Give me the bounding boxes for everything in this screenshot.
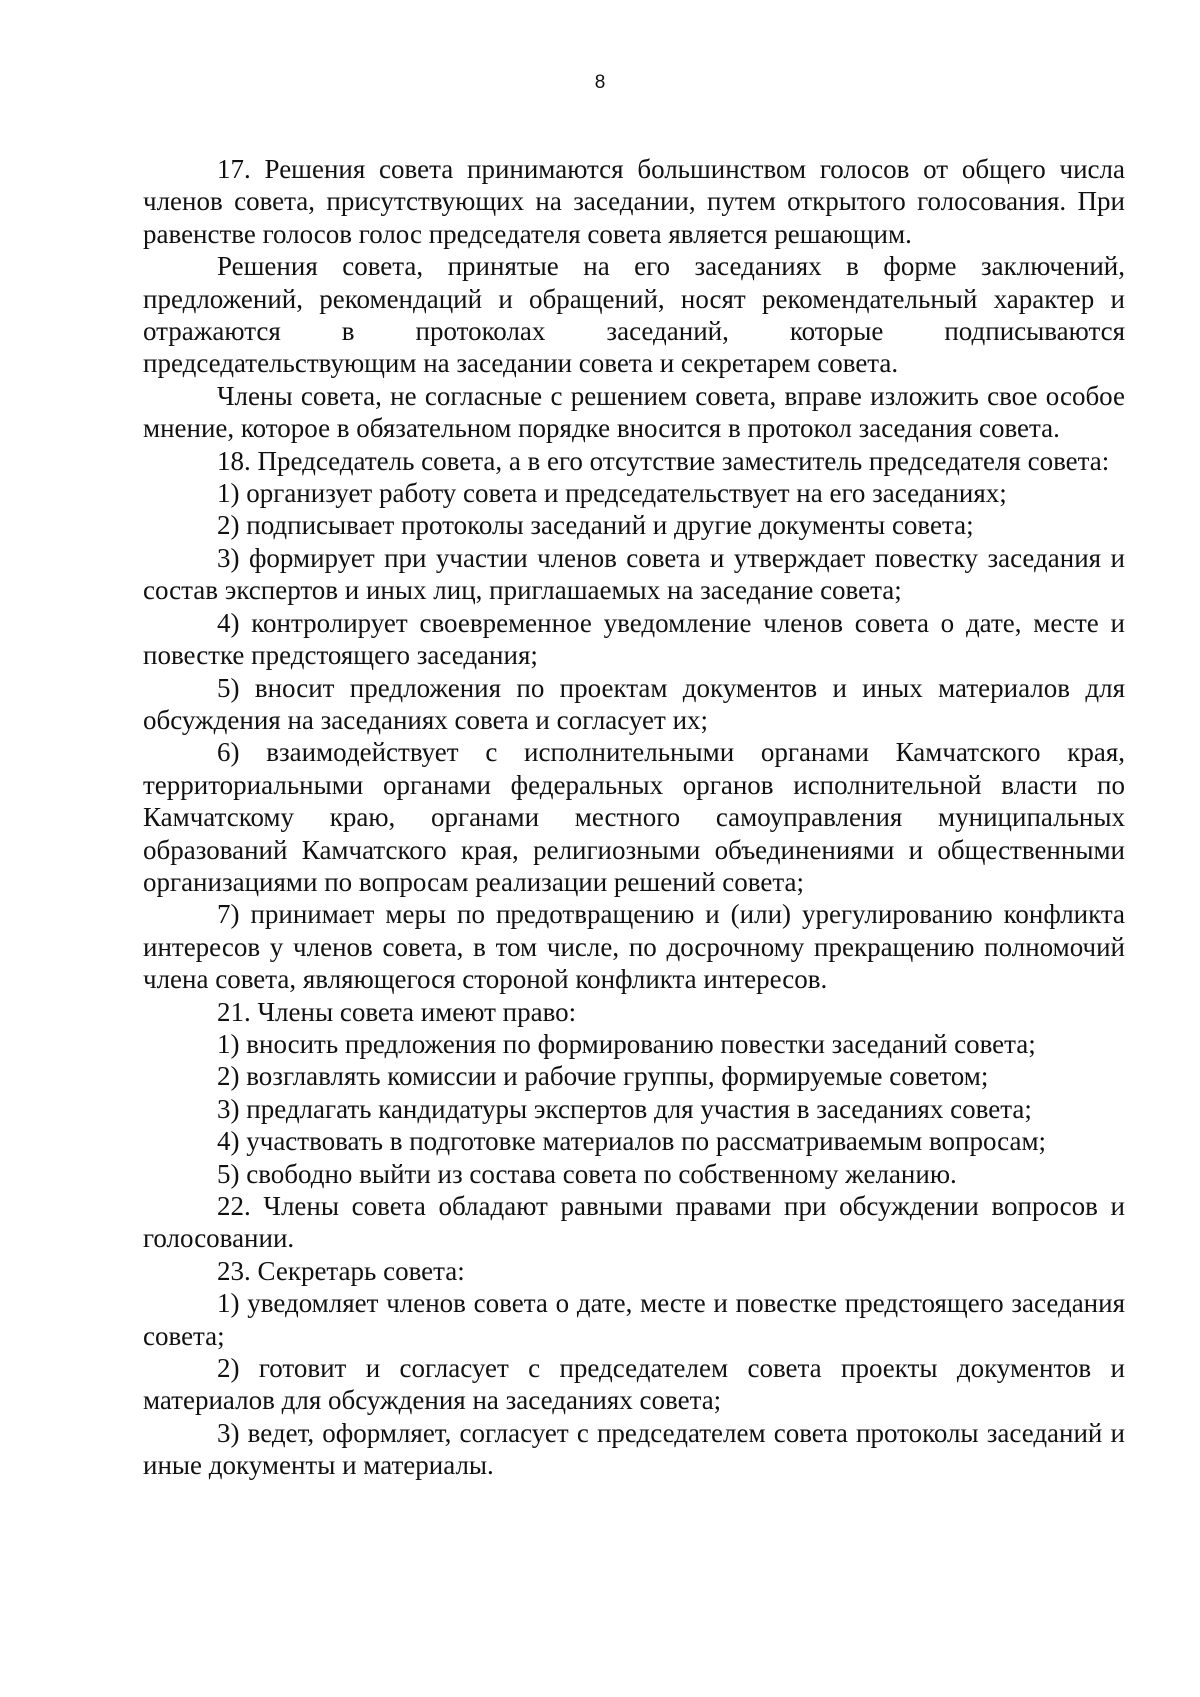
page-number: 8: [594, 72, 606, 93]
list-item: 5) свободно выйти из состава совета по собственному желанию.: [217, 1158, 957, 1189]
paragraph-21-member-rights: 21. Члены совета имеют право:: [217, 996, 577, 1027]
list-item: 3) ведет, оформляет, согласует с председателем совета протоколы заседаний и иные документы и материалы.: [143, 1417, 1125, 1481]
paragraph-decisions-form: Решения совета, принятые на его заседаниях в форме заключений, предложений, рекомендаций и обращений, носят рекомендательный характер и отражаются в протоколах заседаний, которые подписываются председательствующим на заседании совета и секретарем совета.: [143, 251, 1125, 379]
list-item: 2) возглавлять комиссии и рабочие группы, формируемые советом;: [217, 1061, 989, 1092]
paragraph-23-secretary: 23. Секретарь совета:: [217, 1255, 465, 1286]
list-item: 1) вносить предложения по формированию повестки заседаний совета;: [217, 1028, 1036, 1059]
paragraph-22-equal-rights: 22. Члены совета обладают равными правами при обсуждении вопросов и голосовании.: [143, 1191, 1125, 1254]
paragraph-dissenting-opinion: Члены совета, не согласные с решением совета, вправе изложить свое особое мнение, которое в обязательном порядке вносится в протокол заседания совета.: [143, 380, 1125, 444]
list-item: 1) уведомляет членов совета о дате, месте и повестке предстоящего заседания совета;: [143, 1288, 1125, 1351]
list-item: 4) участвовать в подготовке материалов по рассматриваемым вопросам;: [217, 1126, 1047, 1157]
list-item: 1) организует работу совета и председательствует на его заседаниях;: [217, 478, 1007, 509]
list-item: 5) вносит предложения по проектам документов и иных материалов для обсуждения на заседаниях совета и согласует их;: [143, 672, 1125, 735]
list-item: 7) принимает меры по предотвращению и (или) урегулированию конфликта интересов у членов совета, в том числе, по досрочному прекращению полномочий члена совета, являющегося стороной конфликта интересов.: [143, 899, 1125, 995]
list-item: 2) подписывает протоколы заседаний и другие документы совета;: [217, 510, 974, 541]
paragraph-18-chairman: 18. Председатель совета, а в его отсутствие заместитель председателя совета:: [217, 445, 1110, 476]
list-item: 3) формирует при участии членов совета и утверждает повестку заседания и состав экспертов и иных лиц, приглашаемых на заседание совета;: [143, 542, 1125, 606]
list-item: 3) предлагать кандидатуры экспертов для участия в заседаниях совета;: [217, 1093, 1032, 1124]
list-item: 6) взаимодействует с исполнительными органами Камчатского края, территориальными органами федеральных органов исполнительной власти по Камчатскому краю, органами местного самоуправления муниципальных образований Камчатского края, религиозными объединениями и общественными организациями по вопросам реализации решений совета;: [143, 737, 1125, 897]
list-item: 2) готовит и согласует с председателем совета проекты документов и материалов для обсуждения на заседаниях совета;: [143, 1353, 1125, 1416]
paragraph-17-decisions: 17. Решения совета принимаются большинством голосов от общего числа членов совета, присутствующих на заседании, путем открытого голосования. При равенстве голосов голос председателя совета является решающим.: [143, 154, 1125, 249]
list-item: 4) контролирует своевременное уведомление членов совета о дате, месте и повестке предстоящего заседания;: [143, 607, 1125, 671]
document-body: [143, 153, 1125, 1482]
